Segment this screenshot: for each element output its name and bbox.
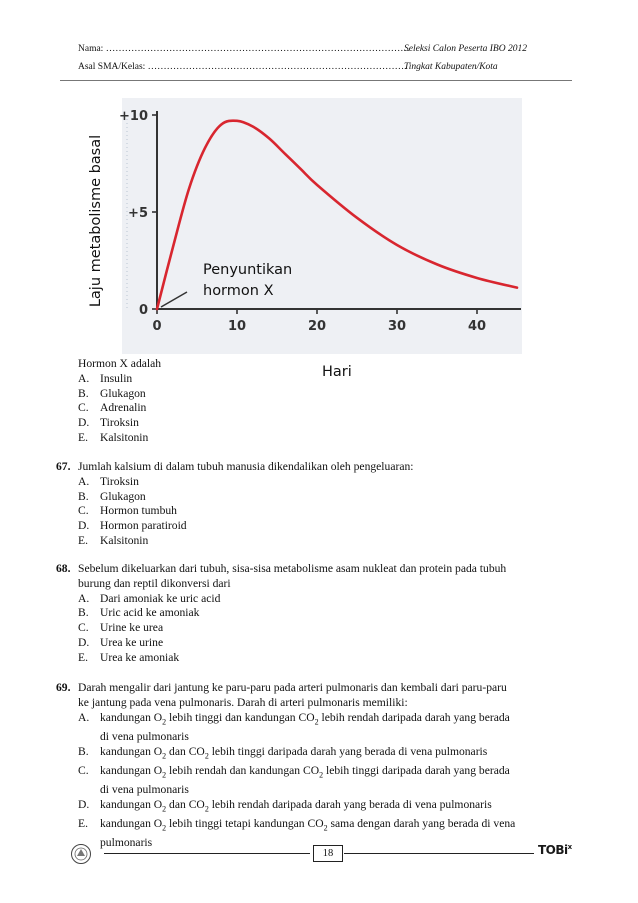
question-69-option-a <box>78 711 568 730</box>
question-69-option-e-cont: pulmonaris <box>100 835 153 849</box>
subscript: 2 <box>162 750 167 760</box>
question-68-stem-line1: Sebelum dikeluarkan dari tubuh, sisa-sisa metabolisme asam nukleat dan protein pada tubuh <box>78 562 507 575</box>
question-67-option-b <box>78 490 568 505</box>
question-67-option-e <box>78 534 568 549</box>
question-68-option-d <box>78 636 568 651</box>
question-69-option-a-cont: di vena pulmonaris <box>100 729 189 743</box>
option-text: Tiroksin <box>100 416 139 430</box>
option-text: lebih rendah dan kandungan CO <box>166 763 320 777</box>
option-letter: D. <box>78 635 90 649</box>
option-letter: A. <box>78 371 90 385</box>
option-letter: A. <box>78 710 90 724</box>
series-line <box>157 121 517 309</box>
header-rule <box>60 80 572 81</box>
header-asal: Asal SMA/Kelas: ………………………………………………………………………. <box>78 62 407 72</box>
chart-y-label: Laju metabolisme basal <box>88 134 104 308</box>
option-letter: A. <box>78 591 90 605</box>
option-text: kandungan O <box>100 763 163 777</box>
question-66-option-e <box>78 431 298 446</box>
option-text: lebih tinggi tetapi kandungan CO <box>166 816 324 830</box>
footer-rule-left <box>104 853 310 854</box>
option-text: Hormon tumbuh <box>100 504 177 518</box>
y-tick-label: +10 <box>119 109 148 124</box>
option-letter: E. <box>78 650 88 664</box>
chart-series <box>157 121 517 309</box>
option-text: kandungan O <box>100 797 163 811</box>
x-tick-label: 40 <box>467 319 487 334</box>
subscript: 2 <box>323 822 328 832</box>
subscript: 2 <box>162 769 167 779</box>
chart-axes <box>127 111 521 314</box>
subscript: 2 <box>162 803 167 813</box>
option-text: Glukagon <box>100 386 146 400</box>
option-text: Glukagon <box>100 489 146 503</box>
question-68-option-c <box>78 621 568 636</box>
option-text: Dari amoniak ke uric acid <box>100 591 221 605</box>
question-66-option-d <box>78 416 298 431</box>
option-text: Tiroksin <box>100 474 139 488</box>
question-69-stem-line1: Darah mengalir dari jantung ke paru-paru pada arteri pulmonaris dan kembali dari paru-paru <box>78 681 507 694</box>
metabolism-chart <box>60 90 560 390</box>
subscript: 2 <box>162 822 167 832</box>
header-exam-level: Tingkat Kabupaten/Kota <box>404 62 498 72</box>
seal-logo <box>70 843 92 865</box>
x-tick-label: 20 <box>307 319 327 334</box>
x-tick-label: 0 <box>152 319 162 334</box>
option-letter: C. <box>78 763 89 777</box>
option-letter: C. <box>78 621 89 635</box>
question-69-option-e <box>78 817 568 836</box>
option-text: dan CO <box>166 744 205 758</box>
question-67-option-d <box>78 519 568 534</box>
chart-annotation-line1: Penyuntikan <box>203 262 293 278</box>
question-68-option-b <box>78 606 568 621</box>
question-69-option-c-cont: di vena pulmonaris <box>100 782 189 796</box>
x-tick-label: 10 <box>227 319 247 334</box>
question-number: 67. <box>56 460 71 473</box>
tobi-logo <box>538 843 572 857</box>
question-69 <box>56 681 568 851</box>
option-text: lebih rendah daripada darah yang berada <box>318 710 510 724</box>
x-tick-label: 30 <box>387 319 407 334</box>
question-68-option-a <box>78 592 568 607</box>
option-text: kandungan O <box>100 744 163 758</box>
footer-rule-right <box>344 853 534 854</box>
subscript: 2 <box>162 716 167 726</box>
question-66-option-b <box>78 387 298 402</box>
question-69-option-c <box>78 764 568 783</box>
option-letter: E. <box>78 816 88 830</box>
question-69-stem-line2: ke jantung pada vena pulmonaris. Darah di arteri pulmonaris memiliki: <box>78 695 408 709</box>
question-67-option-c <box>78 504 568 519</box>
header-exam-title: Seleksi Calon Peserta IBO 2012 <box>404 44 527 54</box>
question-66 <box>78 357 298 446</box>
option-letter: D. <box>78 416 90 430</box>
page-number-box <box>313 845 343 862</box>
question-68-stem-line2: burung dan reptil dikonversi dari <box>78 576 231 590</box>
option-text: Uric acid ke amoniak <box>100 606 200 620</box>
option-letter: B. <box>78 606 89 620</box>
option-letter: B. <box>78 489 89 503</box>
option-letter: E. <box>78 533 88 547</box>
option-letter: D. <box>78 797 90 811</box>
y-tick-label: 0 <box>138 303 148 318</box>
injection-pointer <box>161 292 187 307</box>
question-69-option-b <box>78 745 568 764</box>
option-text: Kalsitonin <box>100 533 149 547</box>
page-number: 18 <box>322 848 334 859</box>
option-text: kandungan O <box>100 710 163 724</box>
option-text: lebih tinggi daripada darah yang berada di vena pulmonaris <box>208 744 488 758</box>
question-66-option-c <box>78 401 298 416</box>
option-text: Adrenalin <box>100 401 147 415</box>
question-number: 68. <box>56 562 71 575</box>
option-letter: B. <box>78 386 89 400</box>
option-text: dan CO <box>166 797 205 811</box>
option-text: kandungan O <box>100 816 163 830</box>
question-67 <box>56 460 568 549</box>
question-67-stem: Jumlah kalsium di dalam tubuh manusia dikendalikan oleh pengeluaran: <box>78 460 414 473</box>
option-letter: A. <box>78 474 90 488</box>
subscript: 2 <box>204 803 209 813</box>
question-68 <box>56 562 568 666</box>
header-nama: Nama: …………………………………………………………………………………… <box>78 44 410 54</box>
y-tick-label: +5 <box>128 206 148 221</box>
option-text: Hormon paratiroid <box>100 519 187 533</box>
subscript: 2 <box>319 769 324 779</box>
option-letter: C. <box>78 504 89 518</box>
option-text: lebih tinggi dan kandungan CO <box>166 710 315 724</box>
option-letter: E. <box>78 430 88 444</box>
option-letter: D. <box>78 519 90 533</box>
option-text: Urine ke urea <box>100 621 164 635</box>
option-text: Insulin <box>100 371 133 385</box>
question-66-stem: Hormon X adalah <box>78 357 162 370</box>
option-text: lebih tinggi daripada darah yang berada <box>323 763 510 777</box>
option-text: Kalsitonin <box>100 430 149 444</box>
tobi-logo-sup: x <box>567 843 572 851</box>
option-text: sama dengan darah yang berada di vena <box>327 816 516 830</box>
option-text: Urea ke urine <box>100 635 164 649</box>
option-text: Urea ke amoniak <box>100 650 180 664</box>
option-letter: B. <box>78 744 89 758</box>
question-66-option-a <box>78 372 298 387</box>
tobi-logo-text: TOBi <box>538 843 568 857</box>
chart-x-label: Hari <box>322 364 352 380</box>
question-67-option-a <box>78 475 568 490</box>
question-number: 69. <box>56 681 71 694</box>
subscript: 2 <box>204 750 209 760</box>
question-68-option-e <box>78 651 568 666</box>
chart-annotation-line2: hormon X <box>203 283 274 299</box>
option-letter: C. <box>78 401 89 415</box>
question-69-option-d <box>78 798 568 817</box>
option-text: lebih rendah daripada darah yang berada di vena pulmonaris <box>208 797 492 811</box>
subscript: 2 <box>314 716 319 726</box>
